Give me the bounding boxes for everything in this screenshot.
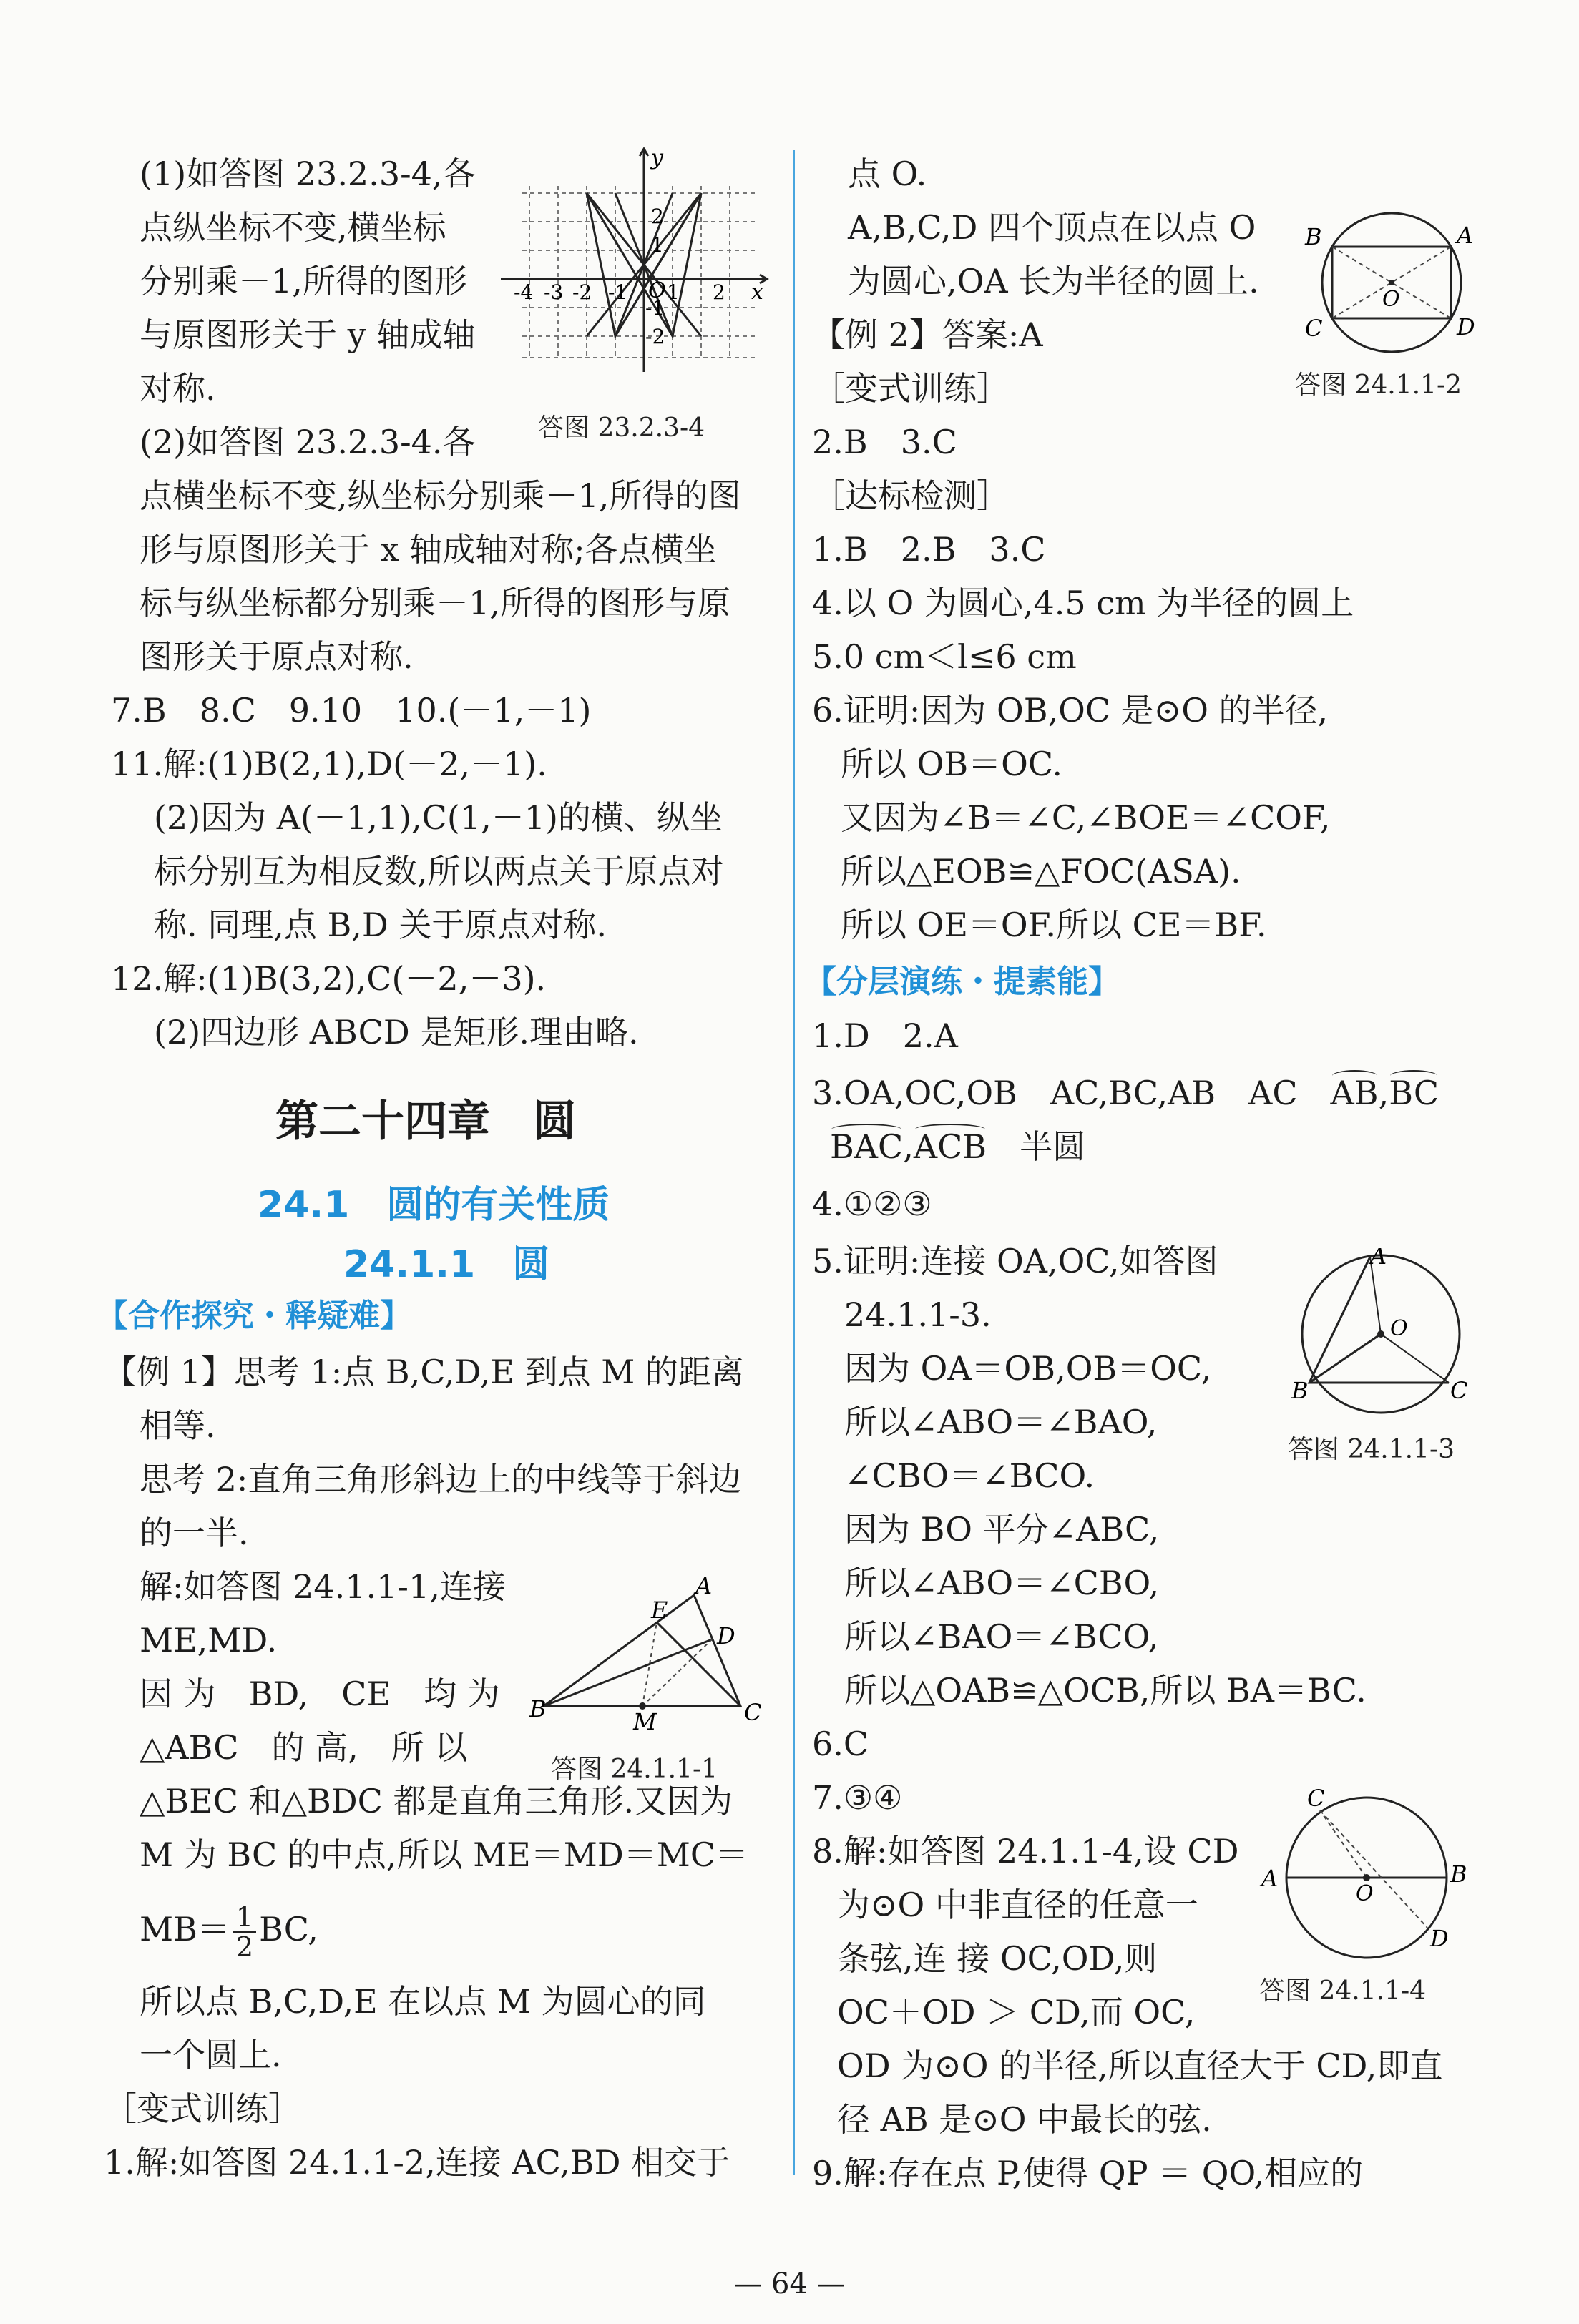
point-label-b: B — [529, 1695, 547, 1722]
answer-line: 1.D 2.A — [812, 1016, 958, 1055]
point-label-c: C — [744, 1699, 762, 1726]
answer-line: 5.0 cm＜l≤6 cm — [812, 637, 1077, 676]
tick-label: -3 — [544, 280, 564, 304]
point-label-a: A — [1370, 1248, 1387, 1270]
arc-mark — [831, 1124, 901, 1135]
arc-notation: ACB — [914, 1127, 987, 1167]
text-line: 所以∠BAO＝∠BCO, — [844, 1617, 1159, 1656]
text-line: 标与纵坐标都分别乘－1,所得的图形与原 — [140, 584, 730, 622]
column-divider — [793, 150, 795, 2175]
point-label-o: O — [1356, 1881, 1374, 1906]
page-number: — 64 — — [733, 2267, 846, 2300]
answer-line: 2.B 3.C — [812, 423, 957, 461]
text-line: 与原图形关于 y 轴成轴 — [140, 315, 476, 354]
answer-line: BAC, ACB 半圆 — [830, 1127, 1085, 1167]
text-line: △BEC 和△BDC 都是直角三角形.又因为 — [140, 1782, 733, 1820]
text-line: 标分别互为相反数,所以两点关于原点对 — [154, 852, 724, 891]
axis-label-y: y — [651, 145, 663, 170]
text-line: ［变式训练］ — [104, 2089, 301, 2128]
tick-label: 2 — [713, 280, 725, 304]
point-label-a: A — [1457, 222, 1474, 249]
answer-line: 12.解:(1)B(3,2),C(－2,－3). — [111, 959, 547, 998]
text-line: 【例 2】答案:A — [812, 315, 1043, 354]
text-line: 为⊙O 中非直径的任意一 — [837, 1886, 1198, 1924]
text-line: 【例 1】思考 1:点 B,C,D,E 到点 M 的距离 — [104, 1353, 744, 1391]
arc-notation: AB — [1331, 1073, 1379, 1113]
text-line: 所以△OAB≌△OCB,所以 BA＝BC. — [844, 1671, 1367, 1710]
answer-line: 6.C — [812, 1725, 869, 1763]
text-line: 所以点 B,C,D,E 在以点 M 为圆心的同 — [140, 1982, 706, 2021]
point-label-c: C — [1305, 315, 1323, 342]
tick-label: -1 — [645, 296, 665, 320]
arc-notation: BC — [1389, 1073, 1439, 1113]
figure-caption: 答图 24.1.1-2 — [1295, 371, 1462, 400]
text-line: 径 AB 是⊙O 中最长的弦. — [837, 2100, 1212, 2139]
answer-line: 1.B 2.B 3.C — [812, 530, 1046, 569]
formula-line: MB＝ $\frac{1}{2}$ BC, — [140, 1901, 318, 1963]
answer-line: 1.解:如答图 24.1.1-2,连接 AC,BD 相交于 — [104, 2143, 730, 2182]
point-label-d: D — [1457, 313, 1475, 340]
text-line: 点 O. — [848, 155, 927, 193]
section-title: 24.1 圆的有关性质 — [258, 1184, 610, 1227]
tick-label: -4 — [514, 280, 534, 304]
answer-line: 3.OA,OC,OB AC,BC,AB AC AB, BC — [812, 1073, 1439, 1113]
coordinate-grid-figure — [501, 143, 773, 379]
section-tag: 【合作探究・释疑难】 — [97, 1298, 411, 1334]
text-line: 的一半. — [140, 1514, 249, 1552]
tick-label: 2 — [651, 205, 664, 228]
tick-label: 1 — [667, 280, 680, 304]
text-line: (2)因为 A(－1,1),C(1,－1)的横、纵坐 — [154, 798, 723, 837]
text-line: 为圆心,OA 长为半径的圆上. — [848, 262, 1259, 300]
fraction: $\frac{1}{2}$ — [233, 1903, 256, 1961]
answer-line: 4.以 O 为圆心,4.5 cm 为半径的圆上 — [812, 584, 1354, 622]
point-label-d: D — [1430, 1925, 1449, 1952]
text-line: 所以 OE＝OF.所以 CE＝BF. — [841, 906, 1267, 944]
text-line: 相等. — [140, 1406, 216, 1445]
figure-caption: 答图 24.1.1-4 — [1259, 1976, 1427, 2006]
text-line: ［达标检测］ — [812, 476, 1010, 515]
text-line: OD 为⊙O 的半径,所以直径大于 CD,即直 — [837, 2046, 1443, 2085]
point-label-a: A — [695, 1574, 713, 1599]
point-label-b: B — [1305, 223, 1322, 250]
tick-label: -1 — [608, 280, 628, 304]
text-line: 点纵坐标不变,横坐标 — [140, 208, 446, 247]
point-label-b: B — [1291, 1377, 1309, 1404]
origin-label: O — [648, 278, 666, 303]
text-line: 对称. — [140, 369, 216, 408]
point-label-o: O — [1390, 1316, 1408, 1341]
point-label-e: E — [651, 1597, 668, 1624]
point-label-o: O — [1382, 287, 1400, 312]
point-label-c: C — [1307, 1785, 1325, 1812]
circle-rectangle-figure — [1302, 207, 1481, 358]
arc-mark — [915, 1124, 985, 1135]
figure-caption: 答图 24.1.1-1 — [551, 1755, 718, 1784]
circle-triangle-figure — [1284, 1248, 1477, 1416]
tick-label: -2 — [645, 325, 665, 348]
point-label-b: B — [1450, 1860, 1467, 1888]
text-line: 所以∠ABO＝∠CBO, — [844, 1564, 1160, 1602]
subsection-title: 24.1.1 圆 — [343, 1243, 550, 1286]
text-line: 因为 BO 平分∠ABC, — [844, 1510, 1160, 1549]
text-line: 条弦,连 接 OC,OD,则 — [837, 1939, 1158, 1978]
axis-label-x: x — [751, 280, 763, 305]
figure-caption: 答图 24.1.1-3 — [1288, 1435, 1455, 1464]
text-line: 图形关于原点对称. — [140, 637, 414, 676]
text-line: ［变式训练］ — [812, 369, 1010, 408]
answer-line: 6.证明:因为 OB,OC 是⊙O 的半径, — [812, 691, 1329, 730]
text-line: A,B,C,D 四个顶点在以点 O — [848, 208, 1256, 247]
text-line: 分别乘－1,所得的图形 — [140, 262, 467, 300]
text-line: 因 为 BD, CE 均 为 — [140, 1675, 500, 1713]
text-line: 所以 OB＝OC. — [841, 745, 1063, 783]
arc-mark — [1390, 1070, 1437, 1082]
text-line: 又因为∠B＝∠C,∠BOE＝∠COF, — [841, 798, 1331, 837]
text-line: 思考 2:直角三角形斜边上的中线等于斜边 — [140, 1460, 742, 1499]
answer-line: 9.解:存在点 P,使得 QP ＝ QO,相应的 — [812, 2154, 1364, 2192]
section-tag: 【分层演练・提素能】 — [805, 964, 1120, 1000]
point-label-a: A — [1261, 1865, 1279, 1892]
text-line: 一个圆上. — [140, 2036, 282, 2074]
tick-label: -2 — [572, 280, 592, 304]
text-line: 点横坐标不变,纵坐标分别乘－1,所得的图 — [140, 476, 741, 515]
answer-line: 5.证明:连接 OA,OC,如答图 — [812, 1242, 1218, 1280]
text-line: 所以△EOB≌△FOC(ASA). — [841, 852, 1241, 891]
answer-line: 11.解:(1)B(2,1),D(－2,－1). — [111, 745, 547, 783]
text-line: 因为 OA＝OB,OB＝OC, — [844, 1349, 1212, 1388]
text-line: 解:如答图 24.1.1-1,连接 — [140, 1567, 506, 1606]
text-line: 所以∠ABO＝∠BAO, — [844, 1403, 1158, 1441]
chapter-title: 第二十四章 圆 — [275, 1097, 576, 1147]
text-line: 形与原图形关于 x 轴成轴对称;各点横坐 — [140, 530, 717, 569]
triangle-figure — [529, 1574, 773, 1731]
answer-line: 4.①②③ — [812, 1185, 932, 1223]
text-line: (2)如答图 23.2.3-4.各 — [140, 423, 476, 461]
text-line: M 为 BC 的中点,所以 ME＝MD＝MC＝ — [140, 1835, 749, 1874]
text-line: 24.1.1-3. — [844, 1295, 992, 1334]
figure-caption: 答图 23.2.3-4 — [538, 413, 705, 443]
answer-line: 7.B 8.C 9.10 10.(－1,－1) — [111, 691, 592, 730]
tick-label: 1 — [651, 233, 664, 257]
arc-mark — [1332, 1070, 1377, 1082]
text-line: 称. 同理,点 B,D 关于原点对称. — [154, 906, 607, 944]
text-line: △ABC 的 高, 所 以 — [140, 1728, 468, 1767]
point-label-d: D — [717, 1622, 735, 1649]
answer-line: 8.解:如答图 24.1.1-4,设 CD — [812, 1832, 1239, 1871]
text-line: ∠CBO＝∠BCO. — [844, 1456, 1095, 1495]
point-label-c: C — [1450, 1377, 1468, 1404]
arc-notation: BAC — [830, 1127, 903, 1167]
text-line: (1)如答图 23.2.3-4,各 — [140, 155, 476, 193]
circle-chord-figure — [1256, 1785, 1477, 1960]
point-label-m: M — [633, 1708, 657, 1731]
answer-line: 7.③④ — [812, 1778, 903, 1817]
text-line: (2)四边形 ABCD 是矩形.理由略. — [154, 1013, 639, 1051]
text-line: ME,MD. — [140, 1621, 278, 1659]
text-line: OC＋OD ＞ CD,而 OC, — [837, 1993, 1196, 2031]
